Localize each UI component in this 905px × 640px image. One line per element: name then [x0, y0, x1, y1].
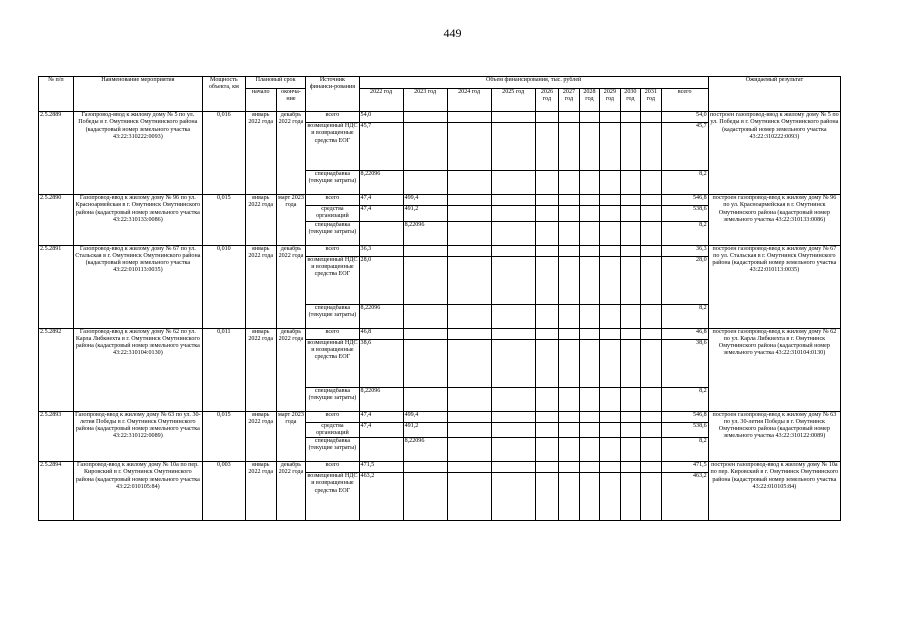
header-year: 2027 год	[559, 89, 579, 112]
value-2023	[403, 245, 447, 256]
value-empty	[491, 206, 535, 222]
value-2023	[403, 473, 447, 521]
value-total: 28,0	[661, 256, 708, 304]
value-empty	[491, 438, 535, 462]
value-empty	[641, 171, 661, 195]
value-empty	[491, 339, 535, 387]
value-empty	[447, 245, 491, 256]
value-empty	[447, 422, 491, 438]
value-empty	[641, 411, 661, 422]
value-empty	[535, 411, 559, 422]
value-empty	[535, 171, 559, 195]
value-empty	[620, 328, 640, 339]
value-empty	[535, 256, 559, 304]
value-empty	[447, 171, 491, 195]
value-empty	[600, 462, 620, 473]
row-name: Газопровод-ввод к жилому дому № 67 по ул. Стальская в г. Омутнинск Омутнинского района (кадастровый номер земельного участка 43:22:010113:0035)	[73, 245, 202, 328]
value-empty	[620, 462, 640, 473]
value-empty	[559, 422, 579, 438]
value-empty	[447, 206, 491, 222]
value-empty	[620, 304, 640, 328]
value-2023	[403, 462, 447, 473]
row-end: март 2023 года	[276, 411, 306, 462]
value-2022: 45,7	[359, 123, 403, 171]
value-empty	[491, 304, 535, 328]
header-year: 2026 год	[535, 89, 559, 112]
value-empty	[641, 328, 661, 339]
row-start: январь 2022 года	[245, 462, 276, 521]
value-empty	[620, 438, 640, 462]
value-empty	[447, 462, 491, 473]
header-year: 2031 год	[641, 89, 661, 112]
value-empty	[447, 473, 491, 521]
value-empty	[620, 256, 640, 304]
value-empty	[491, 328, 535, 339]
value-empty	[579, 206, 599, 222]
value-empty	[600, 473, 620, 521]
value-empty	[535, 339, 559, 387]
value-empty	[559, 387, 579, 411]
value-2022: 28,0	[359, 256, 403, 304]
value-empty	[491, 411, 535, 422]
header-year: 2028 год	[579, 89, 599, 112]
value-empty	[535, 195, 559, 206]
row-start: январь 2022 года	[245, 112, 276, 195]
value-empty	[559, 462, 579, 473]
row-name: Газопровод-ввод к жилому дому № 5 по ул. Победы в г. Омутнинск Омутнинского района (кадастровый номер земельного участка 43:22:310222:0093)	[73, 112, 202, 195]
value-empty	[491, 195, 535, 206]
value-empty	[600, 387, 620, 411]
value-2023: 491,2	[403, 206, 447, 222]
value-empty	[559, 195, 579, 206]
value-empty	[535, 387, 559, 411]
header-capacity: Мощность объекта, км	[202, 77, 245, 112]
row-end: декабрь 2022 года	[276, 112, 306, 195]
value-empty	[559, 112, 579, 123]
header-year: 2024 год	[447, 89, 491, 112]
value-empty	[559, 221, 579, 245]
value-empty	[447, 328, 491, 339]
value-empty	[491, 171, 535, 195]
value-2023	[403, 112, 447, 123]
row-end: декабрь 2022 года	[276, 245, 306, 328]
value-empty	[447, 304, 491, 328]
value-empty	[579, 112, 599, 123]
header-term-end: оконча-ние	[276, 89, 306, 112]
value-total: 538,6	[661, 422, 708, 438]
value-empty	[641, 462, 661, 473]
value-empty	[600, 422, 620, 438]
value-empty	[600, 339, 620, 387]
table-row	[39, 328, 841, 339]
value-empty	[535, 438, 559, 462]
value-2023: 491,2	[403, 422, 447, 438]
value-2022: 463,2	[359, 473, 403, 521]
row-capacity: 0,003	[202, 462, 245, 521]
value-2022	[359, 221, 403, 245]
row-name: Газопровод-ввод к жилому дому № 96 по ул. Красноармейская в г. Омутнинск Омутнинского района (кадастровый номер земельного участка 43:22:310133:0086)	[73, 195, 202, 246]
value-empty	[535, 221, 559, 245]
value-empty	[579, 304, 599, 328]
source-name: средства организаций	[306, 422, 359, 438]
value-empty	[579, 123, 599, 171]
value-empty	[641, 304, 661, 328]
header-source: Источник финанси-рования	[306, 77, 359, 112]
value-total: 36,3	[661, 245, 708, 256]
value-empty	[535, 473, 559, 521]
value-empty	[559, 256, 579, 304]
value-empty	[579, 221, 599, 245]
source-name: всего	[306, 328, 359, 339]
value-2022: 46,8	[359, 328, 403, 339]
value-empty	[447, 221, 491, 245]
value-empty	[620, 206, 640, 222]
header-year: 2023 год	[403, 89, 447, 112]
value-2023	[403, 171, 447, 195]
value-empty	[491, 123, 535, 171]
value-empty	[641, 473, 661, 521]
value-empty	[579, 339, 599, 387]
value-empty	[620, 339, 640, 387]
source-name: всего	[306, 462, 359, 473]
value-empty	[447, 387, 491, 411]
value-empty	[641, 206, 661, 222]
value-2022: 471,5	[359, 462, 403, 473]
value-empty	[620, 387, 640, 411]
value-empty	[559, 206, 579, 222]
value-2022: 38,6	[359, 339, 403, 387]
table-row	[39, 462, 841, 473]
value-total: 546,8	[661, 411, 708, 422]
row-start: январь 2022 года	[245, 411, 276, 462]
table-row	[39, 411, 841, 422]
value-2023: 8,22096	[403, 221, 447, 245]
value-2022	[359, 438, 403, 462]
row-result: построен газопровод-ввод к жилому дому № 5 по ул. Победы в г. Омутнинск Омутнинского района (кадастровый номер земельного участка 43:22:310222:0093)	[708, 112, 840, 195]
row-name: Газопровод-ввод к жилому дому № 10а по пер. Кировский в г. Омутнинск Омутнинского района (кадастровый номер земельного участка 43:22:010105:84)	[73, 462, 202, 521]
value-empty	[600, 123, 620, 171]
header-num: № п/п	[39, 77, 74, 112]
row-result: построен газопровод-ввод к жилому дому № 67 по ул. Стальская в г. Омутнинск Омутнинского района (кадастровый номер земельного участка 43:22:010113:0035)	[708, 245, 840, 328]
value-empty	[559, 245, 579, 256]
value-empty	[579, 171, 599, 195]
value-empty	[641, 123, 661, 171]
value-empty	[641, 256, 661, 304]
row-start: январь 2022 года	[245, 245, 276, 328]
value-empty	[447, 411, 491, 422]
value-empty	[579, 438, 599, 462]
value-empty	[579, 256, 599, 304]
row-end: март 2023 года	[276, 195, 306, 246]
row-name: Газопровод-ввод к жилому дому № 62 по ул. Карла Либкнехта в г. Омутнинск Омутнинского района (кадастровый номер земельного участка 43:22:310104:0130)	[73, 328, 202, 411]
value-empty	[600, 195, 620, 206]
value-2022: 36,3	[359, 245, 403, 256]
funding-table	[38, 76, 841, 521]
value-empty	[641, 112, 661, 123]
row-number: 2.5.2890	[39, 195, 74, 246]
value-empty	[600, 304, 620, 328]
value-empty	[641, 195, 661, 206]
value-empty	[491, 473, 535, 521]
value-empty	[535, 422, 559, 438]
table-row	[39, 112, 841, 123]
row-capacity: 0,016	[202, 112, 245, 195]
value-empty	[600, 256, 620, 304]
row-capacity: 0,010	[202, 245, 245, 328]
header-total: всего	[661, 89, 708, 112]
value-2023	[403, 304, 447, 328]
value-2022: 47,4	[359, 195, 403, 206]
value-empty	[579, 462, 599, 473]
row-start: январь 2022 года	[245, 195, 276, 246]
value-empty	[491, 221, 535, 245]
header-name: Наименование мероприятия	[73, 77, 202, 112]
value-empty	[641, 245, 661, 256]
value-empty	[620, 411, 640, 422]
value-empty	[641, 387, 661, 411]
value-empty	[579, 422, 599, 438]
value-empty	[579, 473, 599, 521]
value-total: 38,6	[661, 339, 708, 387]
value-empty	[641, 422, 661, 438]
row-result: построен газопровод-ввод к жилому дому № 62 по ул. Карла Либкнехта в г. Омутнинск Омутнинского района (кадастровый номер земельного участка 43:22:310104:0130)	[708, 328, 840, 411]
value-empty	[620, 112, 640, 123]
value-empty	[491, 112, 535, 123]
value-2022: 47,4	[359, 206, 403, 222]
source-name: спецнадбавка (текущие затраты)	[306, 171, 359, 195]
value-total: 46,8	[661, 328, 708, 339]
row-name: Газопровод-ввод к жилому дому № 63 по ул. 30-летия Победы в г. Омутнинск Омутнинского района (кадастровый номер земельного участка 43:22:310122:0089)	[73, 411, 202, 462]
header-result: Ожидаемый результат	[708, 77, 840, 112]
value-2023	[403, 256, 447, 304]
value-empty	[491, 462, 535, 473]
row-number: 2.5.2892	[39, 328, 74, 411]
row-number: 2.5.2893	[39, 411, 74, 462]
value-2023: 499,4	[403, 411, 447, 422]
value-empty	[491, 256, 535, 304]
value-empty	[620, 245, 640, 256]
value-empty	[641, 438, 661, 462]
value-empty	[579, 387, 599, 411]
value-empty	[559, 438, 579, 462]
source-name: всего	[306, 112, 359, 123]
value-total: 463,2	[661, 473, 708, 521]
header-year: 2030 год	[620, 89, 640, 112]
value-empty	[620, 171, 640, 195]
header-year: 2029 год	[600, 89, 620, 112]
value-empty	[535, 123, 559, 171]
value-total: 8,2	[661, 171, 708, 195]
value-empty	[579, 328, 599, 339]
value-2023	[403, 339, 447, 387]
table-header	[39, 77, 841, 112]
value-2023	[403, 387, 447, 411]
value-2023	[403, 123, 447, 171]
value-empty	[559, 411, 579, 422]
value-total: 8,2	[661, 387, 708, 411]
value-empty	[600, 438, 620, 462]
value-empty	[600, 112, 620, 123]
source-name: возмещенный НДС и возвращенные средства ЕОГ	[306, 256, 359, 304]
source-name: всего	[306, 195, 359, 206]
source-name: возмещенный НДС и возвращенные средства ЕОГ	[306, 339, 359, 387]
value-empty	[535, 245, 559, 256]
row-end: декабрь 2022 года	[276, 462, 306, 521]
value-empty	[620, 422, 640, 438]
value-empty	[559, 339, 579, 387]
header-year: 2022 год	[359, 89, 403, 112]
source-name: спецнадбавка (текущие затраты)	[306, 438, 359, 462]
value-2022: 54,0	[359, 112, 403, 123]
value-empty	[535, 304, 559, 328]
value-empty	[535, 206, 559, 222]
source-name: всего	[306, 411, 359, 422]
value-empty	[600, 221, 620, 245]
value-empty	[447, 112, 491, 123]
value-empty	[535, 462, 559, 473]
row-number: 2.5.2889	[39, 112, 74, 195]
value-empty	[600, 328, 620, 339]
value-empty	[641, 339, 661, 387]
value-2022: 8,22096	[359, 387, 403, 411]
row-start: январь 2022 года	[245, 328, 276, 411]
value-empty	[620, 221, 640, 245]
value-empty	[447, 438, 491, 462]
row-number: 2.5.2894	[39, 462, 74, 521]
value-2022: 47,4	[359, 411, 403, 422]
source-name: спецнадбавка (текущие затраты)	[306, 221, 359, 245]
value-total: 546,8	[661, 195, 708, 206]
value-empty	[491, 422, 535, 438]
value-empty	[600, 245, 620, 256]
value-empty	[559, 123, 579, 171]
value-empty	[620, 473, 640, 521]
row-capacity: 0,011	[202, 328, 245, 411]
header-term: Плановый срок	[245, 77, 305, 89]
table-row	[39, 245, 841, 256]
value-total: 8,2	[661, 438, 708, 462]
source-name: средства организаций	[306, 206, 359, 222]
value-2023: 8,22096	[403, 438, 447, 462]
value-empty	[447, 195, 491, 206]
value-empty	[535, 112, 559, 123]
value-empty	[447, 123, 491, 171]
page-number: 449	[443, 26, 462, 40]
row-result: построен газопровод-ввод к жилому дому № 10а по пер. Кировский в г. Омутнинск Омутнинского района (кадастровый номер земельного участка 43:22:010105:84)	[708, 462, 840, 521]
row-end: декабрь 2022 года	[276, 328, 306, 411]
value-empty	[535, 328, 559, 339]
value-empty	[559, 171, 579, 195]
value-empty	[579, 195, 599, 206]
row-capacity: 0,015	[202, 195, 245, 246]
source-name: спецнадбавка (текущие затраты)	[306, 304, 359, 328]
value-total: 54,0	[661, 112, 708, 123]
source-name: всего	[306, 245, 359, 256]
value-2022: 47,4	[359, 422, 403, 438]
value-empty	[559, 328, 579, 339]
value-total: 471,5	[661, 462, 708, 473]
value-empty	[579, 245, 599, 256]
value-empty	[579, 411, 599, 422]
value-empty	[600, 206, 620, 222]
value-empty	[559, 473, 579, 521]
value-empty	[620, 195, 640, 206]
source-name: возмещенный НДС и возвращенные средства ЕОГ	[306, 473, 359, 521]
value-empty	[491, 245, 535, 256]
row-capacity: 0,015	[202, 411, 245, 462]
source-name: спецнадбавка (текущие затраты)	[306, 387, 359, 411]
header-year: 2025 год	[491, 89, 535, 112]
row-result: построен газопровод-ввод к жилому дому № 63 по ул. 30-летия Победы в г. Омутнинск Омутнинского района (кадастровый номер земельного участка 43:22:310122:0089)	[708, 411, 840, 462]
value-empty	[491, 387, 535, 411]
value-total: 8,2	[661, 304, 708, 328]
value-total: 538,6	[661, 206, 708, 222]
value-2022: 8,22096	[359, 304, 403, 328]
value-total: 45,7	[661, 123, 708, 171]
table-row	[39, 195, 841, 206]
value-empty	[447, 256, 491, 304]
value-empty	[600, 171, 620, 195]
row-result: построен газопровод-ввод к жилому дому № 96 по ул. Красноармейская в г. Омутнинск Омутнинского района (кадастровый номер земельного участка 43:22:310133:0086)	[708, 195, 840, 246]
value-empty	[600, 411, 620, 422]
value-empty	[447, 339, 491, 387]
header-term-start: начало	[245, 89, 276, 112]
value-2023	[403, 328, 447, 339]
value-empty	[620, 123, 640, 171]
table-body	[39, 112, 841, 521]
value-empty	[559, 304, 579, 328]
row-number: 2.5.2891	[39, 245, 74, 328]
value-2022: 8,22096	[359, 171, 403, 195]
value-total: 8,2	[661, 221, 708, 245]
source-name: возмещенный НДС и возвращенные средства ЕОГ	[306, 123, 359, 171]
value-2023: 499,4	[403, 195, 447, 206]
value-empty	[641, 221, 661, 245]
header-funding: Объем финансирования, тыс. рублей	[359, 77, 708, 89]
